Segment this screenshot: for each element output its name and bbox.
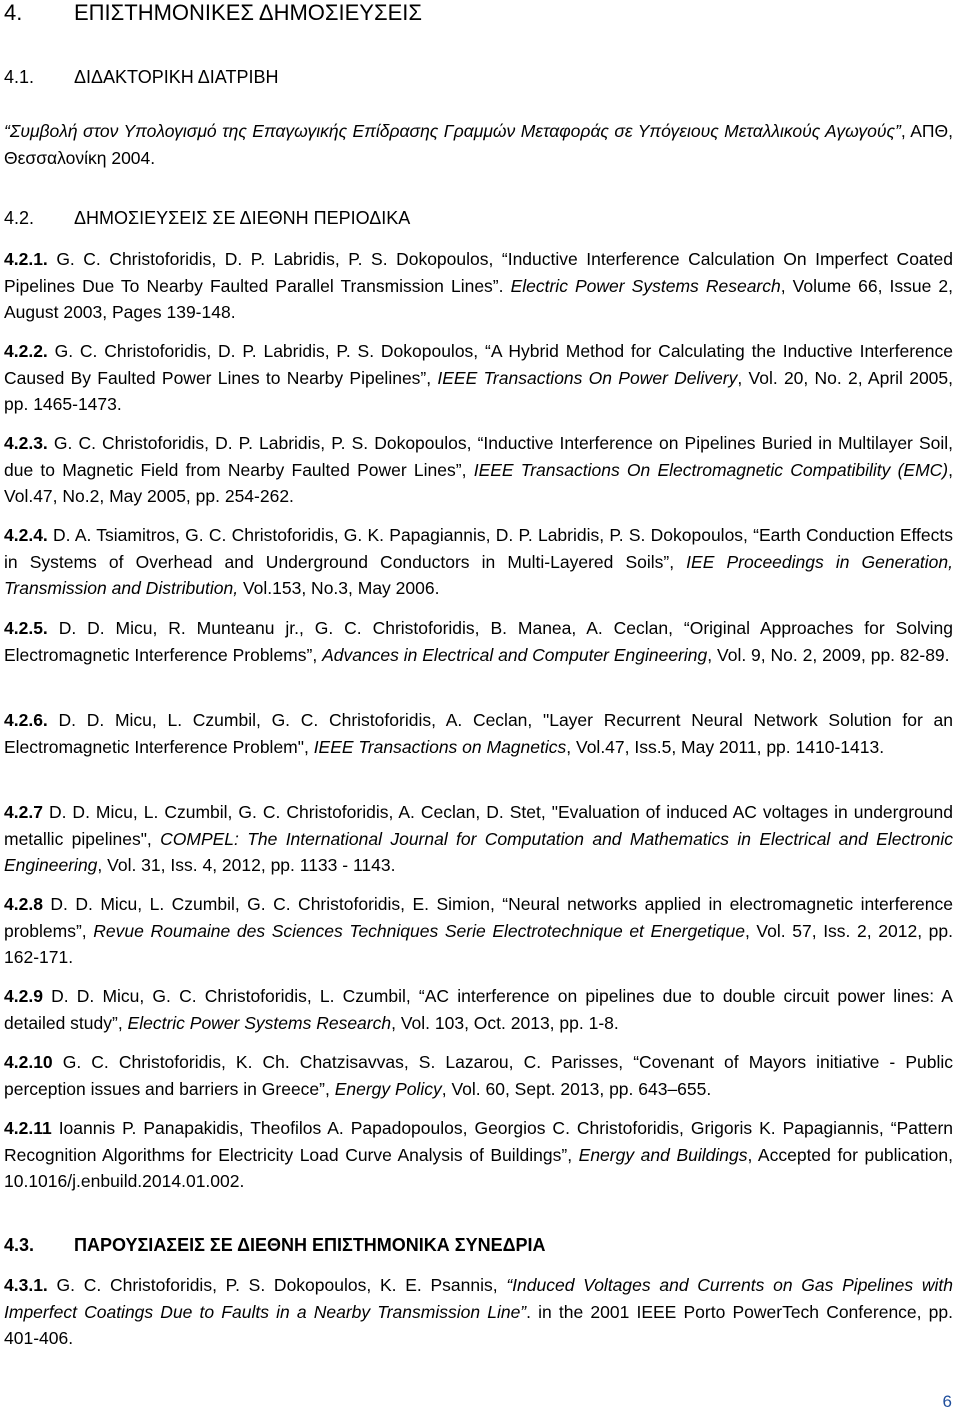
reference-entry (4, 799, 953, 879)
page-number: 6 (942, 1392, 952, 1411)
reference-entry (4, 338, 953, 418)
reference-venue: Electric Power Systems Research (510, 275, 781, 296)
reference-title: “Original Approaches for Solving Electromagnetic Interference Problems”, (4, 618, 953, 665)
thesis-details: , ΑΠΘ, Θεσσαλονίκη 2004. (4, 121, 953, 168)
reference-authors: G. C. Christoforidis, K. Ch. Chatzisavvas, S. Lazarou, C. Parisses, (62, 1052, 624, 1072)
reference-authors: G. C. Christoforidis, D. P. Labridis, P. S. Dokopoulos, (54, 341, 479, 361)
reference-venue: Revue Roumaine des Sciences Techniques Serie Electrotechnique et Energetique (93, 920, 745, 941)
section-4-2-title: ΔΗΜΟΣΙΕΥΣΕΙΣ ΣΕ ΔΙΕΘΝΗ ΠΕΡΙΟΔΙΚΑ (74, 208, 411, 228)
section-4-2-number: 4.2. (4, 208, 35, 228)
reference-details: , Vol. 9, No. 2, 2009, pp. 82-89. (707, 644, 950, 665)
reference-title: “Inductive Interference on Pipelines Buried in Multilayer Soil, due to Magnetic Field from Nearby Faulted Power Lines”, (4, 433, 954, 480)
reference-details: , Vol.47, No.2, May 2005, pp. 254-262. (4, 459, 954, 506)
reference-venue: Energy and Buildings (578, 1144, 748, 1165)
conference-separator (48, 1275, 57, 1295)
reference-number: 4.2.2. (4, 341, 48, 361)
reference-number: 4.2.7 (4, 802, 43, 822)
reference-entry (4, 615, 953, 668)
reference-details: , Vol. 103, Oct. 2013, pp. 1-8. (391, 1012, 619, 1033)
reference-number: 4.2.10 (4, 1052, 53, 1072)
reference-authors: Ioannis P. Panapakidis, Theofilos A. Papadopoulos, Georgios C. Christoforidis, Grigoris K. Papagiannis, (58, 1118, 884, 1138)
section-4-1-number: 4.1. (4, 67, 35, 87)
reference-title: “Inductive Interference Calculation On Imperfect Coated Pipelines Due To Nearby Faulted Parallel Transmission Lines”. (4, 249, 953, 296)
section-4-title: ΕΠΙΣΤΗΜΟΝΙΚΕΣ ΔΗΜΟΣΙΕΥΣΕΙΣ (74, 0, 422, 25)
reference-details: , Vol. 20, No. 2, April 2005, pp. 1465-1473. (4, 367, 954, 414)
reference-authors: D. D. Micu, L. Czumbil, G. C. Christoforidis, A. Ceclan, D. Stet, (48, 802, 546, 822)
section-4-number: 4. (4, 0, 23, 25)
reference-separator (52, 1118, 59, 1138)
reference-venue: Advances in Electrical and Computer Engineering (322, 644, 708, 665)
reference-entry (4, 522, 953, 602)
reference-separator (48, 618, 59, 638)
conference-authors: G. C. Christoforidis, P. S. Dokopoulos, K. E. Psannis, (56, 1275, 498, 1295)
reference-venue: Energy Policy (334, 1078, 442, 1099)
thesis-title: “Συμβολή στον Υπολογισμό της Επαγωγικής Επίδρασης Γραμμών Μεταφοράς σε Υπόγειους Μεταλλικούς Αγωγούς” (4, 121, 901, 141)
conference-entry (4, 1272, 953, 1352)
reference-number: 4.2.4. (4, 525, 48, 545)
reference-venue: Electric Power Systems Research (127, 1012, 392, 1033)
reference-entry (4, 430, 953, 510)
conference-title: “Induced Voltages and Currents on Gas Pipelines with Imperfect Coatings Due to Faults in a Nearby Transmission Line” (4, 1275, 953, 1322)
reference-details: , Vol.47, Iss.5, May 2011, pp. 1410-1413. (566, 736, 885, 757)
reference-venue: IEEE Transactions On Power Delivery (437, 367, 738, 388)
reference-details: , Vol. 60, Sept. 2013, pp. 643–655. (441, 1078, 712, 1099)
reference-entry (4, 707, 953, 760)
reference-separator (53, 1052, 63, 1072)
reference-details: , Vol. 57, Iss. 2, 2012, pp. 162-171. (4, 920, 954, 967)
reference-entry (4, 1115, 953, 1195)
thesis-entry (4, 118, 953, 171)
reference-title: “Neural networks applied in electromagnetic interference problems”, (4, 894, 953, 941)
reference-title: “Earth Conduction Effects in Systems of Overhead and Underground Conductors in Multi-Layered Soils”, (4, 525, 953, 572)
section-4-1-heading (4, 66, 278, 88)
reference-separator (48, 710, 59, 730)
reference-title: “A Hybrid Method for Calculating the Inductive Interference Caused By Faulted Power Lines to Nearby Pipelines”, (4, 341, 953, 388)
section-4-heading (4, 0, 422, 26)
reference-number: 4.2.3. (4, 433, 48, 453)
reference-authors: D. D. Micu, R. Munteanu jr., G. C. Christoforidis, B. Manea, A. Ceclan, (58, 618, 673, 638)
reference-entry (4, 1049, 953, 1102)
reference-authors: D. D. Micu, L. Czumbil, G. C. Christoforidis, E. Simion, (50, 894, 495, 914)
reference-authors: G. C. Christoforidis, D. P. Labridis, P. S. Dokopoulos, (53, 433, 472, 453)
reference-venue: IEE Proceedings in Generation, Transmission and Distribution, (4, 551, 953, 598)
reference-venue: COMPEL: The International Journal for Computation and Mathematics in Electrical and Electronic Engineering (4, 828, 953, 875)
reference-details: Vol.153, No.3, May 2006. (238, 578, 440, 598)
conference-details: . in the 2001 IEEE Porto PowerTech Conference, pp. 401-406. (4, 1301, 954, 1348)
reference-title: “Covenant of Mayors initiative - Public perception issues and barriers in Greece”, (4, 1052, 953, 1099)
reference-number: 4.2.9 (4, 986, 43, 1006)
reference-entry (4, 246, 953, 326)
reference-number: 4.2.1. (4, 249, 48, 269)
reference-title: “AC interference on pipelines due to double circuit power lines: A detailed study”, (4, 986, 953, 1033)
section-4-3-title: ΠΑΡΟΥΣΙΑΣΕΙΣ ΣΕ ΔΙΕΘΝΗ ΕΠΙΣΤΗΜΟΝΙΚΑ ΣΥΝΕΔΡΙΑ (74, 1235, 546, 1255)
reference-number: 4.2.11 (4, 1118, 52, 1138)
reference-title: “Pattern Recognition Algorithms for Electricity Load Curve Analysis of Buildings”, (4, 1118, 954, 1165)
section-4-1-title: ΔΙΔΑΚΤΟΡΙΚΗ ΔΙΑΤΡΙΒΗ (74, 67, 279, 87)
conference-number: 4.3.1. (4, 1275, 48, 1295)
reference-venue: IEEE Transactions On Electromagnetic Compatibility (EMC) (473, 459, 949, 480)
reference-number: 4.2.8 (4, 894, 43, 914)
reference-entry (4, 983, 953, 1036)
reference-authors: D. D. Micu, L. Czumbil, G. C. Christoforidis, A. Ceclan, (58, 710, 533, 730)
section-4-3-number: 4.3. (4, 1235, 35, 1255)
reference-title: "Layer Recurrent Neural Network Solution for an Electromagnetic Interference Problem", (4, 710, 953, 757)
reference-separator (43, 986, 51, 1006)
reference-authors: D. A. Tsiamitros, G. C. Christoforidis, G. K. Papagiannis, D. P. Labridis, P. S. Dokopoulos, (53, 525, 748, 545)
reference-authors: G. C. Christoforidis, D. P. Labridis, P. S. Dokopoulos, (56, 249, 494, 269)
reference-details: , Volume 66, Issue 2, August 2003, Pages 139-148. (4, 275, 953, 322)
reference-authors: D. D. Micu, G. C. Christoforidis, L. Czumbil, (51, 986, 411, 1006)
reference-entry (4, 891, 953, 971)
reference-title: "Evaluation of induced AC voltages in underground metallic pipelines", (4, 802, 953, 849)
reference-details: , Accepted for publication, 10.1016/j.enbuild.2014.01.002. (4, 1144, 953, 1191)
section-4-3-heading (4, 1234, 546, 1256)
reference-separator (48, 341, 55, 361)
reference-number: 4.2.6. (4, 710, 48, 730)
reference-number: 4.2.5. (4, 618, 48, 638)
reference-details: , Vol. 31, Iss. 4, 2012, pp. 1133 - 1143. (97, 855, 396, 875)
section-4-2-heading (4, 207, 410, 229)
reference-venue: IEEE Transactions on Magnetics (313, 736, 567, 757)
